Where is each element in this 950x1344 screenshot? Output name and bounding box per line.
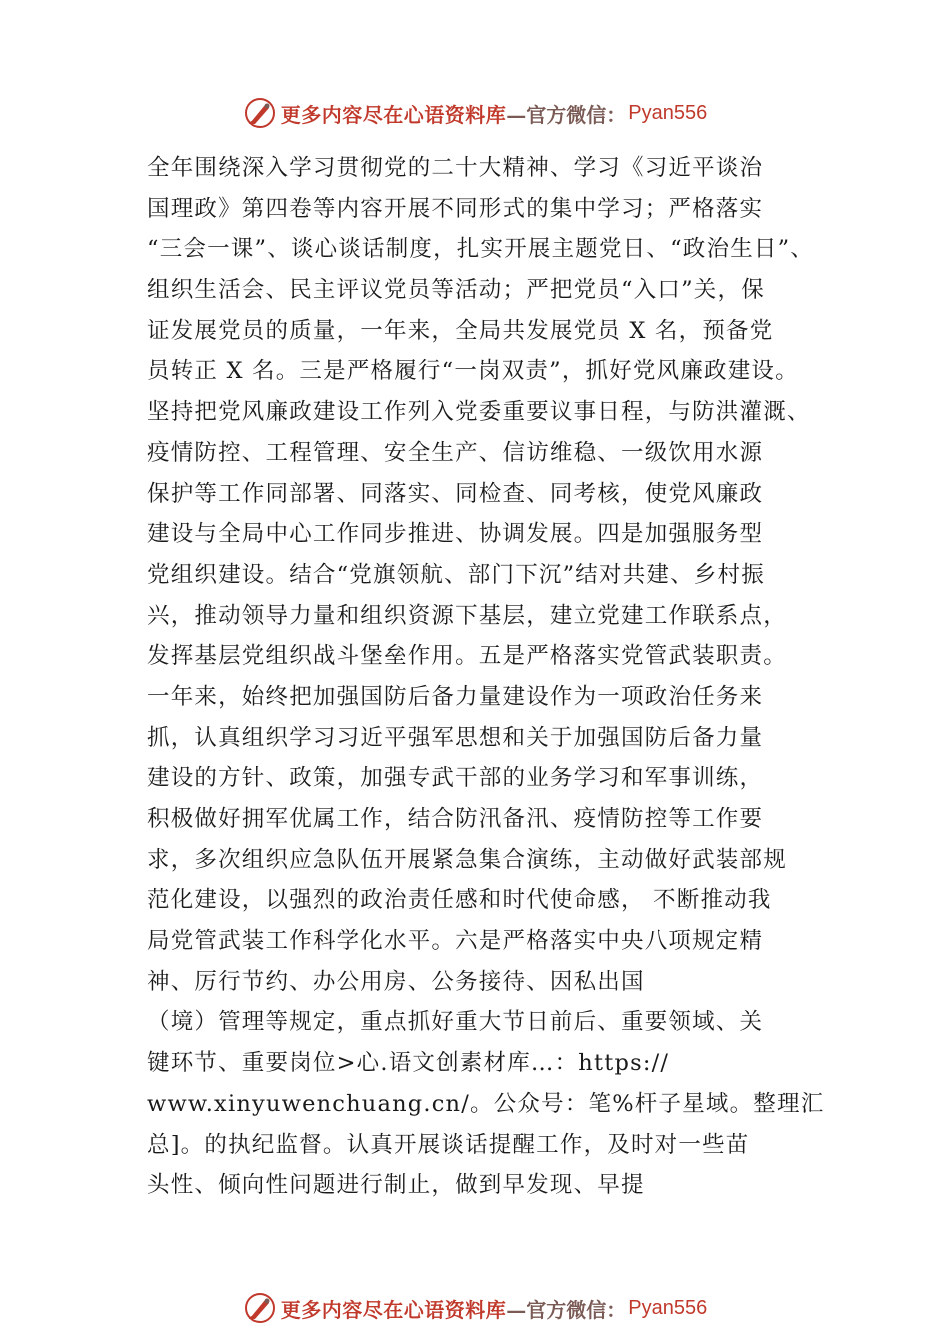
- document-body: [147, 148, 827, 1206]
- text-line: 求，多次组织应急队伍开展紧急集合演练，主动做好武装部规: [147, 846, 787, 873]
- brush-pen-logo-icon: [243, 96, 277, 130]
- text-line: “三会一课”、谈心谈话制度，扎实开展主题党日、“政治生日”、: [147, 236, 815, 263]
- text-line: 总]。的执纪监督。认真开展谈话提醒工作，及时对一些苗: [147, 1131, 750, 1158]
- text-line: 全年围绕深入学习贯彻党的二十大精神、学习《习近平谈治: [147, 155, 764, 181]
- text-line: 兴，推动领导力量和组织资源下基层，建立党建工作联系点，: [147, 602, 787, 629]
- banner-wechat-id: Pyan556: [628, 101, 708, 124]
- text-line: 员转正 X 名。三是严格履行“一岗双责”，抓好党风廉政建设。: [147, 358, 799, 385]
- text-line: 保护等工作同部署、同落实、同检查、同考核，使党风廉政: [147, 480, 764, 507]
- text-line: 国理政》第四卷等内容开展不同形式的集中学习；严格落实: [147, 195, 764, 222]
- text-line: www.xinyuwenchuang.cn/。公众号：笔%杆子星域。整理汇: [147, 1090, 825, 1117]
- header-watermark-banner: [0, 93, 950, 133]
- text-line: 组织生活会、民主评议党员等活动；严把党员“入口”关，保: [147, 277, 765, 304]
- text-line: 党组织建设。结合“党旗领航、部门下沉”结对共建、乡村振: [147, 561, 765, 588]
- footer-watermark-banner: [0, 1288, 950, 1328]
- text-line: 积极做好拥军优属工作，结合防汛备汛、疫情防控等工作要: [147, 806, 764, 832]
- text-line: 建设的方针、政策，加强专武干部的业务学习和军事训练，: [147, 765, 764, 792]
- text-line: （境）管理等规定，重点抓好重大节日前后、重要领域、关: [147, 1009, 764, 1036]
- banner-site-name: 更多内容尽在心语资料库: [280, 102, 507, 127]
- text-line: 局党管武装工作科学化水平。六是严格落实中央八项规定精: [147, 928, 764, 955]
- banner-wechat-label: —官方微信：: [506, 1297, 627, 1322]
- text-line: 头性、倾向性问题进行制止，做到早发现、早提: [147, 1172, 645, 1199]
- text-line: 键环节、重要岗位>心.语文创素材库…：https://: [147, 1050, 670, 1077]
- text-line: 一年来，始终把加强国防后备力量建设作为一项政治任务来: [147, 683, 764, 710]
- text-line: 神、厉行节约、办公用房、公务接待、因私出国: [147, 968, 645, 995]
- text-line: 证发展党员的质量，一年来，全局共发展党员 X 名，预备党: [147, 317, 774, 344]
- banner-site-name: 更多内容尽在心语资料库: [280, 1297, 507, 1322]
- text-line: 建设与全局中心工作同步推进、协调发展。四是加强服务型: [147, 521, 764, 548]
- brush-pen-logo-icon: [243, 1291, 277, 1325]
- text-line: 疫情防控、工程管理、安全生产、信访维稳、一级饮用水源: [147, 439, 764, 466]
- text-line: 抓，认真组织学习习近平强军思想和关于加强国防后备力量: [147, 724, 764, 751]
- text-line: 发挥基层党组织战斗堡垒作用。五是严格落实党管武装职责。: [147, 643, 787, 670]
- banner-wechat-id: Pyan556: [628, 1296, 708, 1319]
- text-line: 坚持把党风廉政建设工作列入党委重要议事日程，与防洪灌溉、: [147, 399, 811, 426]
- text-line: 范化建设，以强烈的政治责任感和时代使命感， 不断推动我: [147, 887, 772, 914]
- banner-wechat-label: —官方微信：: [506, 102, 627, 127]
